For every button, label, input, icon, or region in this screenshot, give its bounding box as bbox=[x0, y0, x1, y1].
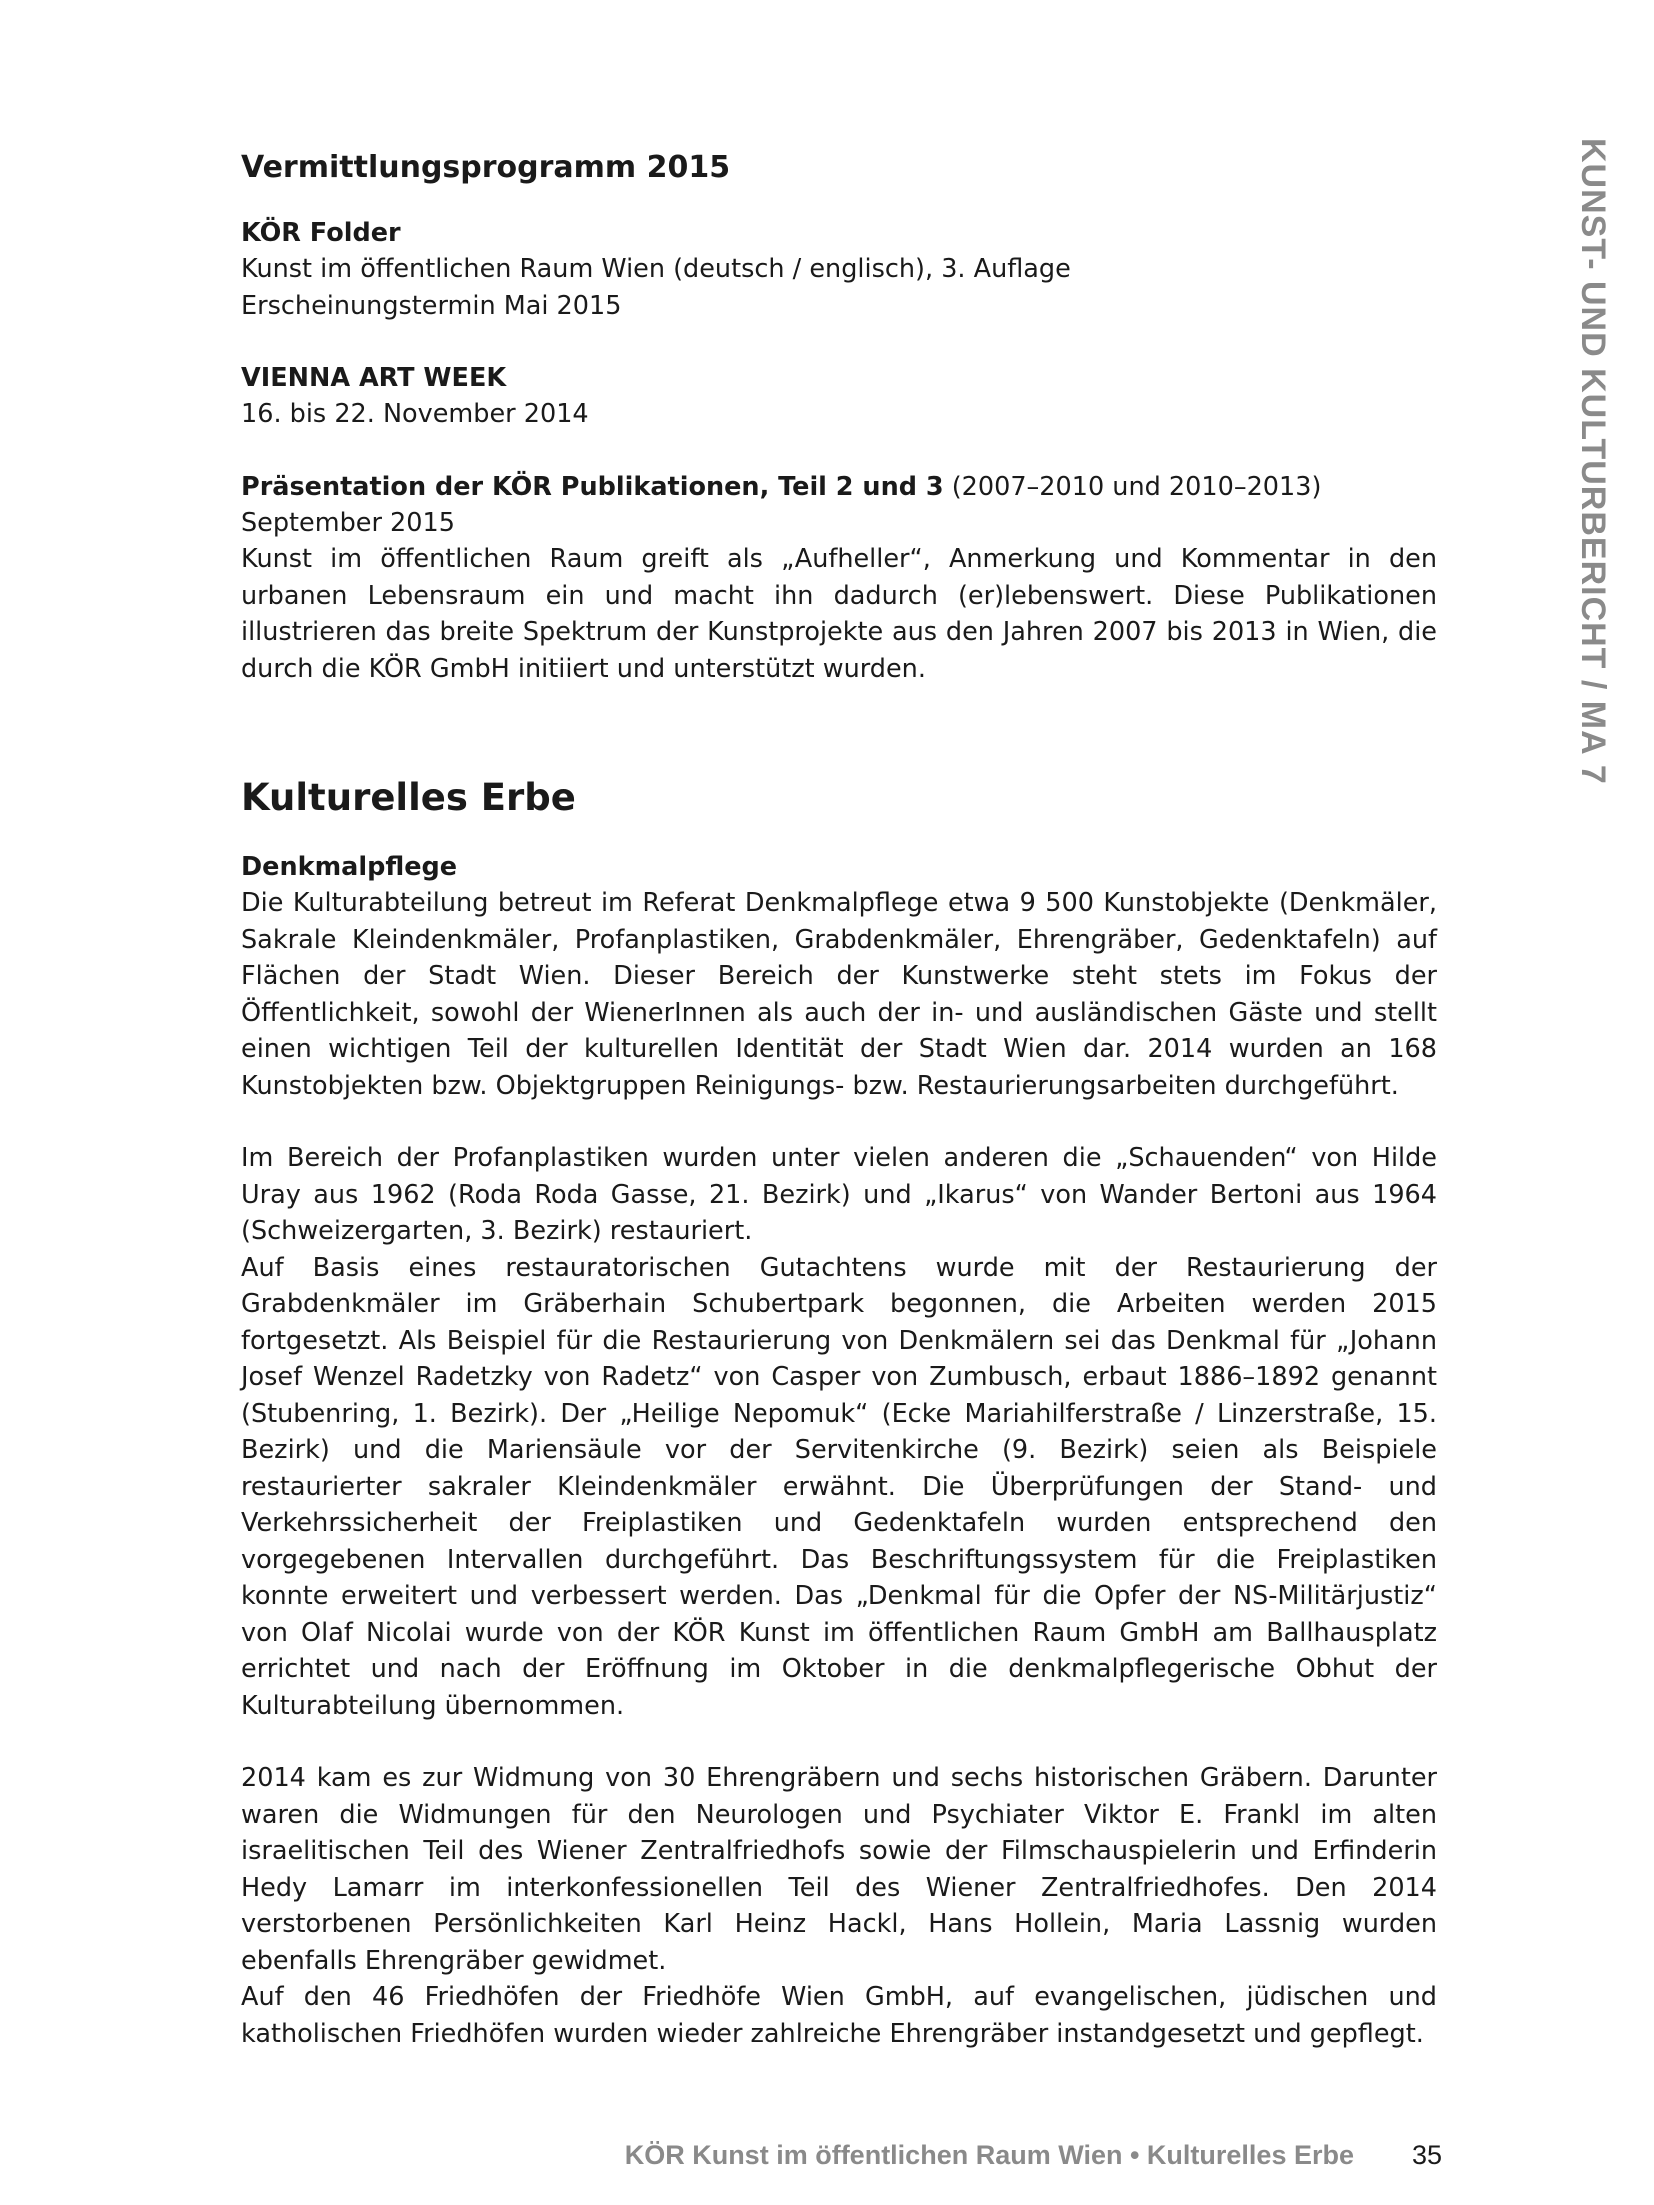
denkmalpflege-paragraph-1: Die Kulturabteilung betreut im Referat Denkmalpflege etwa 9 500 Kunstobjekte (Denkmäler, Sakrale Kleindenkmäler, Profanplastiken, Grabdenkmäler, Ehrengräber, Gedenktafeln) auf Flächen der Stadt Wien. Dieser Bereich der Kunstwerke steht stets im Fokus der Öffentlichkeit, sowohl der WienerInnen als auch der in- und ausländischen Gäste und stellt einen wichtigen Teil der kulturellen Identität der Stadt Wien dar. 2014 wurden an 168 Kunstobjekten bzw. Objektgruppen Reinigungs- bzw. Restaurierungsarbeiten durchgeführt. bbox=[241, 888, 1437, 1101]
praesentation-heading bbox=[241, 469, 1437, 505]
page-footer bbox=[0, 2140, 1654, 2180]
praesentation-text: Kunst im öffentlichen Raum greift als „Aufheller“, Anmerkung und Kommentar in den urbanen Lebensraum ein und macht ihn dadurch (er)lebenswert. Diese Publikationen illustrieren das breite Spektrum der Kunstprojekte aus den Jahren 2007 bis 2013 in Wien, die durch die KÖR GmbH initiiert und unterstützt wurden. bbox=[241, 544, 1437, 684]
kor-folder-heading: KÖR Folder bbox=[241, 218, 401, 248]
ehrengraeber-paragraph-1: 2014 kam es zur Widmung von 30 Ehrengräbern und sechs historischen Gräbern. Darunter waren die Widmungen für den Neurologen und Psychiater Viktor E. Frankl im alten israelitischen Teil des Wiener Zentralfriedhofs sowie der Filmschauspielerin und Erfinderin Hedy Lamarr im interkonfessionellen Teil des Wiener Zentralfriedhofes. Den 2014 verstorbenen Persönlichkeiten Karl Heinz Hackl, Hans Hollein, Maria Lassnig wurden ebenfalls Ehrengräber gewidmet. bbox=[241, 1763, 1437, 1976]
kor-folder-line-2: Erscheinungstermin Mai 2015 bbox=[241, 290, 622, 321]
praesentation-heading-bold: Präsentation der KÖR Publikationen, Teil 2 und 3 bbox=[241, 471, 944, 502]
denkmalpflege-paragraph-2b: Auf Basis eines restauratorischen Gutachtens wurde mit der Restaurierung der Grabdenkmäler im Gräberhain Schubertpark begonnen, die Arbeiten werden 2015 fortgesetzt. Als Beispiel für die Restaurierung von Denkmälern sei das Denkmal für „Johann Josef Wenzel Radetzky von Radetz“ von Casper von Zumbusch, erbaut 1886–1892 genannt (Stubenring, 1. Bezirk). Der „Heilige Nepomuk“ (Ecke Mariahilferstraße / Linzerstraße, 15. Bezirk) und die Mariensäule vor der Servitenkirche (9. Bezirk) seien als Beispiele restaurierter sakraler Kleindenkmäler erwähnt. Die Überprüfungen der Stand- und Verkehrssicherheit der Freiplastiken und Gedenktafeln wurden entsprechend den vorgegebenen Intervallen durchgeführt. Das Beschriftungssystem für die Freiplastiken konnte erweitert und verbessert werden. Das „Denkmal für die Opfer der NS-Militärjustiz“ von Olaf Nicolai wurde von der KÖR Kunst im öffentlichen Raum GmbH am Ballhausplatz errichtet und nach der Eröffnung im Oktober in die denkmalpflegerische Obhut der Kulturabteilung übernommen. bbox=[241, 1252, 1437, 1721]
praesentation-date: September 2015 bbox=[241, 507, 455, 538]
section-title-vermittlungsprogramm: Vermittlungsprogramm 2015 bbox=[241, 150, 731, 185]
denkmalpflege-heading: Denkmalpflege bbox=[241, 852, 458, 882]
vienna-art-week-heading: VIENNA ART WEEK bbox=[241, 363, 507, 393]
kor-folder-block bbox=[241, 215, 1437, 324]
praesentation-block bbox=[241, 469, 1437, 688]
page-number: 35 bbox=[1412, 2140, 1443, 2170]
vienna-art-week-dates: 16. bis 22. November 2014 bbox=[241, 399, 589, 429]
side-section-label: KUNST- UND KULTURBERICHT / MA 7 bbox=[1574, 138, 1612, 785]
section-title-kulturelles-erbe: Kulturelles Erbe bbox=[241, 776, 576, 819]
praesentation-heading-years: (2007–2010 und 2010–2013) bbox=[943, 471, 1322, 502]
footer-running-title: KÖR Kunst im öffentlichen Raum Wien • Kulturelles Erbe bbox=[624, 2140, 1354, 2170]
ehrengraeber-paragraph-2: Auf den 46 Friedhöfen der Friedhöfe Wien GmbH, auf evangelischen, jüdischen und katholischen Friedhöfen wurden wieder zahlreiche Ehrengräber instandgesetzt und gepflegt. bbox=[241, 1982, 1437, 2049]
kor-folder-line-1: Kunst im öffentlichen Raum Wien (deutsch / englisch), 3. Auflage bbox=[241, 254, 1071, 284]
denkmalpflege-paragraph-2a: Im Bereich der Profanplastiken wurden unter vielen anderen die „Schauenden“ von Hilde Uray aus 1962 (Roda Roda Gasse, 21. Bezirk) und „Ikarus“ von Wander Bertoni aus 1964 (Schweizergarten, 3. Bezirk) restauriert. bbox=[241, 1143, 1437, 1246]
page-content bbox=[241, 148, 1437, 2052]
vienna-art-week-block bbox=[241, 360, 1437, 433]
